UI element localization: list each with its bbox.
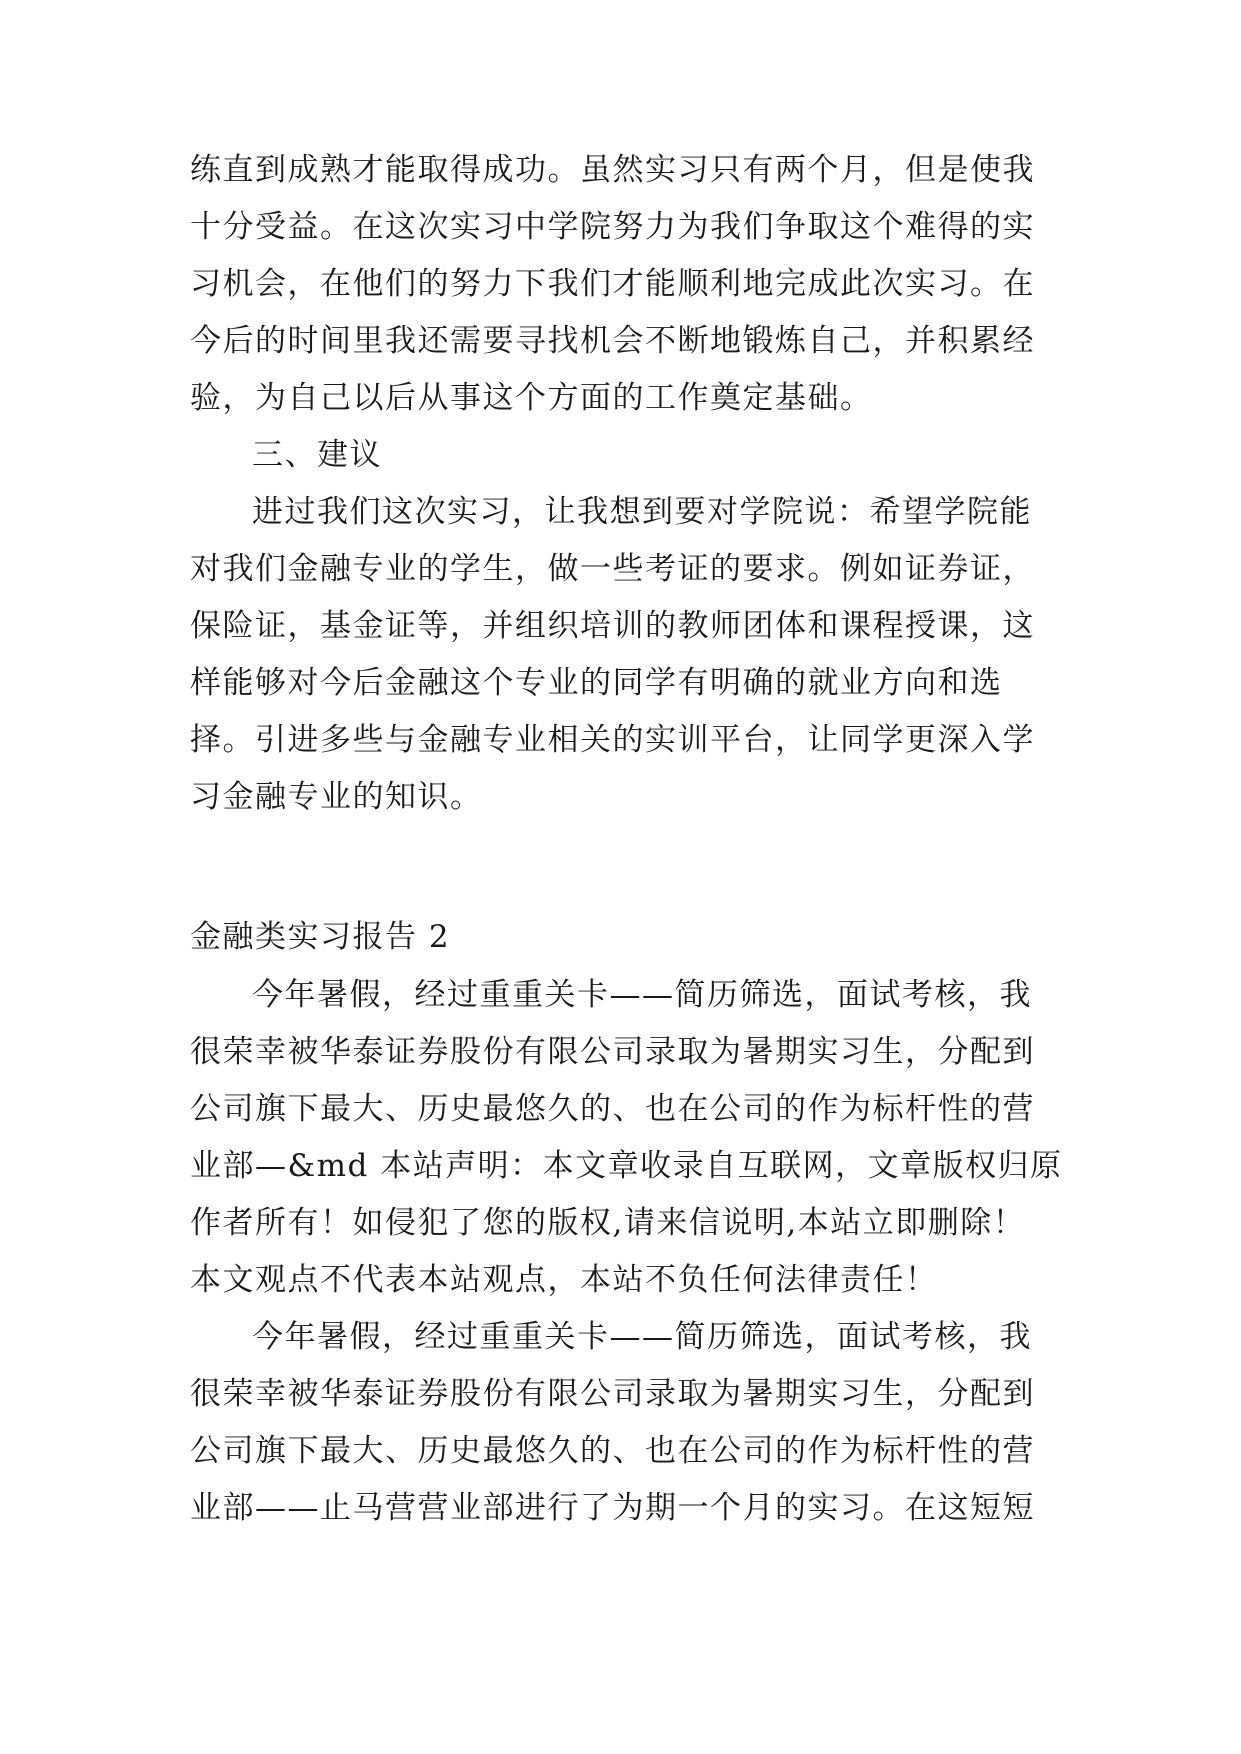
paragraph-line: 作者所有！如侵犯了您的版权,请来信说明,本站立即删除！ — [190, 1205, 1026, 1241]
paragraph-line: 习金融专业的知识。 — [190, 779, 483, 815]
paragraph-line: 进过我们这次实习，让我想到要对学院说：希望学院能 — [252, 494, 1032, 530]
paragraph-line: 练直到成熟才能取得成功。虽然实习只有两个月，但是使我 — [190, 152, 1035, 188]
paragraph-line: 保险证，基金证等，并组织培训的教师团体和课程授课，这 — [190, 608, 1035, 644]
paragraph-line: 很荣幸被华泰证券股份有限公司录取为暑期实习生，分配到 — [190, 1376, 1035, 1412]
paragraph-line: 验，为自己以后从事这个方面的工作奠定基础。 — [190, 380, 873, 416]
paragraph-line: 公司旗下最大、历史最悠久的、也在公司的作为标杆性的营 — [190, 1091, 1035, 1127]
paragraph-line: 今年暑假，经过重重关卡——简历筛选，面试考核，我 — [252, 1319, 1032, 1355]
paragraph-line: 今后的时间里我还需要寻找机会不断地锻炼自己，并积累经 — [190, 323, 1035, 359]
section-heading: 三、建议 — [252, 437, 382, 473]
paragraph-line: 本文观点不代表本站观点，本站不负任何法律责任！ — [190, 1262, 938, 1298]
paragraph-line: 习机会，在他们的努力下我们才能顺利地完成此次实习。在 — [190, 266, 1035, 302]
paragraph-line: 择。引进多些与金融专业相关的实训平台，让同学更深入学 — [190, 722, 1035, 758]
paragraph-line: 对我们金融专业的学生，做一些考证的要求。例如证券证， — [190, 551, 1035, 587]
paragraph-line: 十分受益。在这次实习中学院努力为我们争取这个难得的实 — [190, 209, 1035, 245]
report-title: 金融类实习报告 2 — [190, 919, 451, 955]
paragraph-line: 业部——止马营营业部进行了为期一个月的实习。在这短短 — [190, 1490, 1035, 1526]
paragraph-line: 公司旗下最大、历史最悠久的、也在公司的作为标杆性的营 — [190, 1433, 1035, 1469]
paragraph-line: 今年暑假，经过重重关卡——简历筛选，面试考核，我 — [252, 977, 1032, 1013]
paragraph-line: 样能够对今后金融这个专业的同学有明确的就业方向和选 — [190, 665, 1003, 701]
paragraph-line: 业部—&md 本站声明：本文章收录自互联网，文章版权归原 — [190, 1148, 1063, 1184]
paragraph-line: 很荣幸被华泰证券股份有限公司录取为暑期实习生，分配到 — [190, 1034, 1035, 1070]
